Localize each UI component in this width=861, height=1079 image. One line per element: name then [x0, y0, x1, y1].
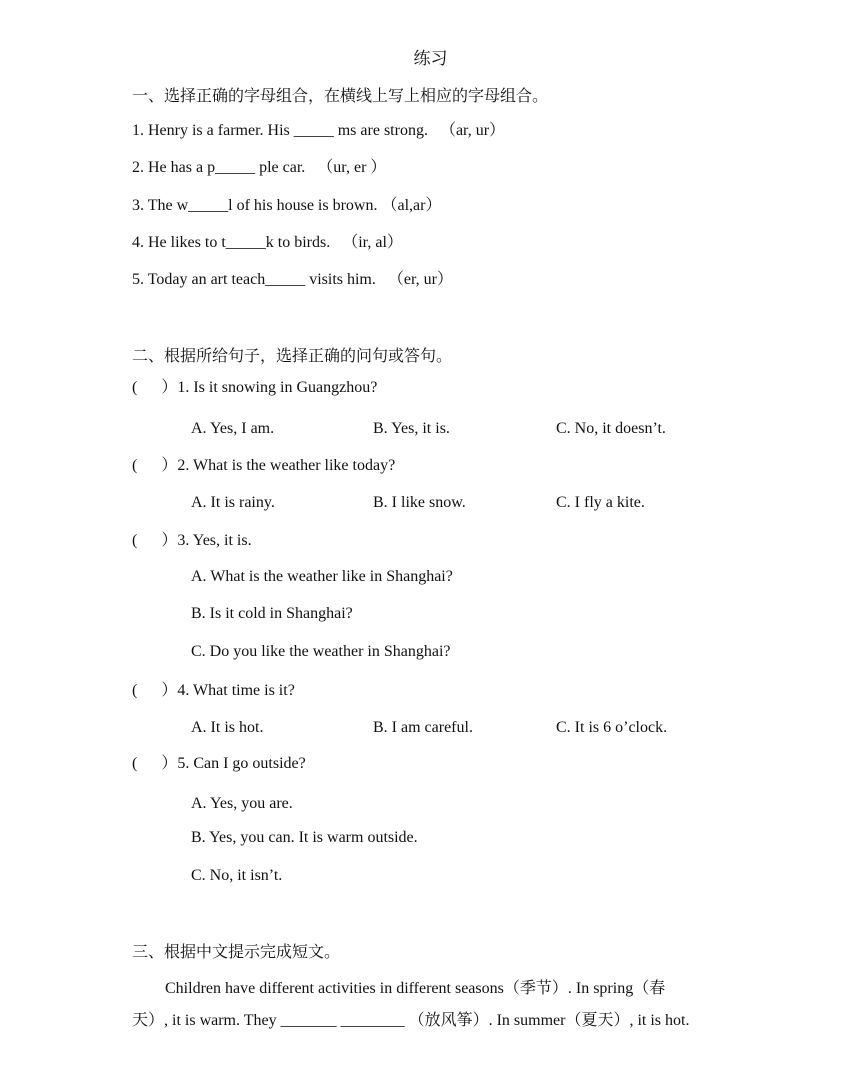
s3-paragraph-line-1: Children have different activities in different seasons（季节）. In spring（春	[165, 980, 666, 997]
s2-q4-option-c: C. It is 6 o’clock.	[556, 719, 668, 736]
s3-paragraph-line-2: 天）, it is warm. They _______ ________ （放风筝）. In summer（夏天）, it is hot.	[132, 1012, 690, 1029]
s2-q2-option-c: C. I fly a kite.	[556, 494, 645, 511]
s2-q2-option-b: B. I like snow.	[373, 494, 466, 511]
page-title: 练习	[413, 49, 448, 68]
s2-question-2: ( ）2. What is the weather like today?	[132, 457, 396, 474]
s1-item-2: 2. He has a p_____ ple car. （ur, er ）	[132, 159, 387, 176]
s2-q5-option-a: A. Yes, you are.	[191, 795, 293, 812]
s1-item-5: 5. Today an art teach_____ visits him. （er, ur）	[132, 271, 453, 288]
s1-item-3: 3. The w_____l of his house is brown. （al,ar）	[132, 197, 442, 214]
s2-q2-option-a: A. It is rainy.	[191, 494, 275, 511]
s2-q1-option-c: C. No, it doesn’t.	[556, 420, 666, 437]
s2-q3-option-a: A. What is the weather like in Shanghai?	[191, 568, 453, 585]
s2-q3-option-c: C. Do you like the weather in Shanghai?	[191, 643, 451, 660]
s1-item-4: 4. He likes to t_____k to birds. （ir, al）	[132, 234, 403, 251]
s2-q4-option-b: B. I am careful.	[373, 719, 473, 736]
section3-heading: 三、根据中文提示完成短文。	[132, 944, 341, 961]
s2-q5-option-c: C. No, it isn’t.	[191, 867, 283, 884]
s2-q4-option-a: A. It is hot.	[191, 719, 264, 736]
s2-question-4: ( ）4. What time is it?	[132, 682, 295, 699]
s2-q5-option-b: B. Yes, you can. It is warm outside.	[191, 829, 418, 846]
s2-q3-option-b: B. Is it cold in Shanghai?	[191, 605, 353, 622]
s1-item-1: 1. Henry is a farmer. His _____ ms are strong. （ar, ur）	[132, 122, 506, 139]
section1-heading: 一、选择正确的字母组合，在横线上写上相应的字母组合。	[132, 88, 549, 105]
s2-question-5: ( ）5. Can I go outside?	[132, 755, 306, 772]
s2-question-1: ( ）1. Is it snowing in Guangzhou?	[132, 379, 378, 396]
s2-q1-option-a: A. Yes, I am.	[191, 420, 275, 437]
s2-question-3: ( ）3. Yes, it is.	[132, 532, 252, 549]
s2-q1-option-b: B. Yes, it is.	[373, 420, 450, 437]
section2-heading: 二、根据所给句子，选择正确的问句或答句。	[132, 348, 453, 365]
